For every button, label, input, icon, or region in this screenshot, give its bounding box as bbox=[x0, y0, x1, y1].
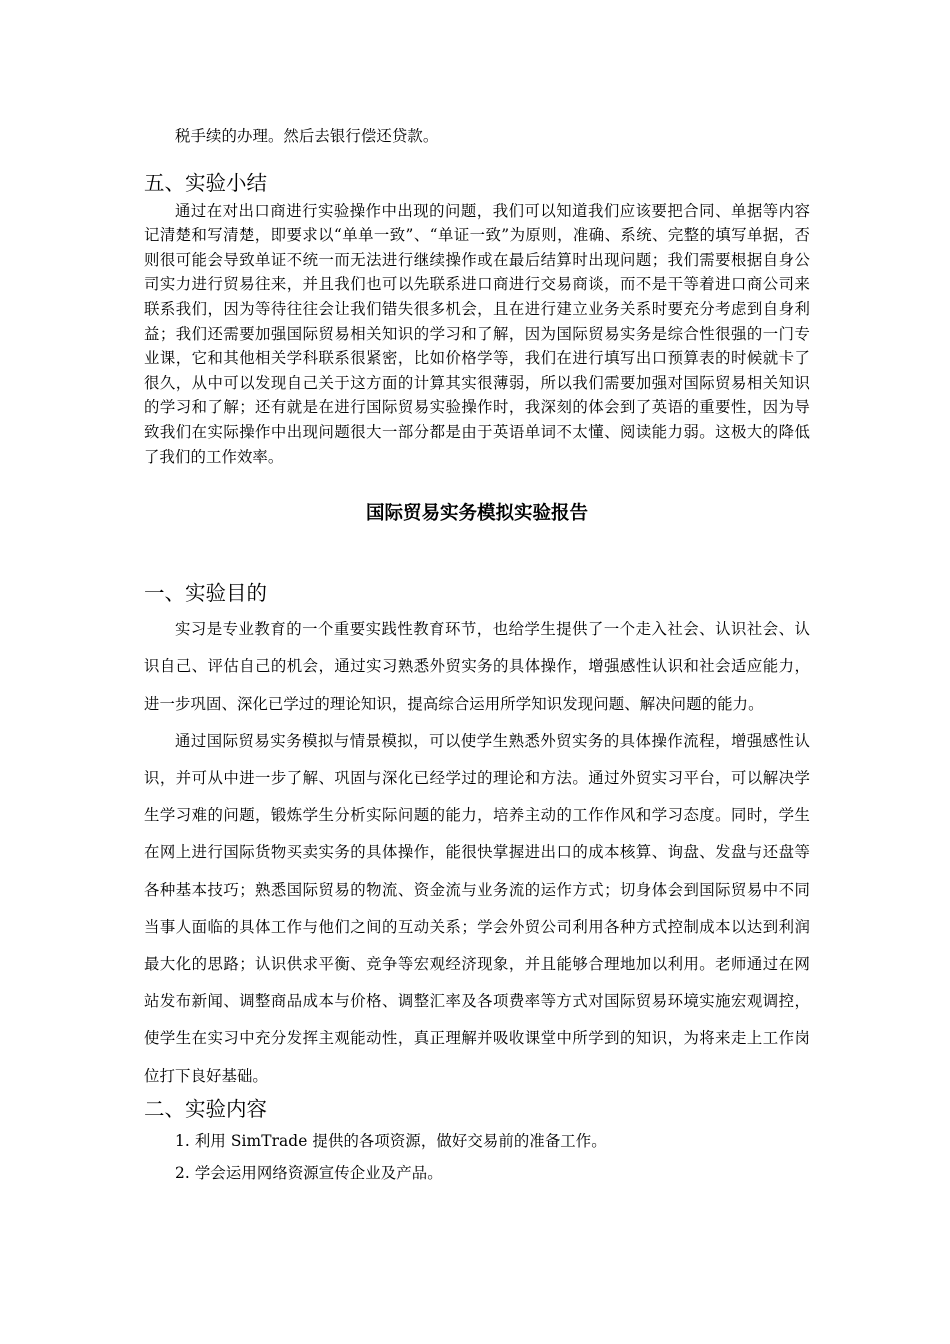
content-heading: 二、实验内容 bbox=[144, 1096, 267, 1121]
summary-heading: 五、实验小结 bbox=[144, 170, 267, 195]
purpose-paragraph-2: 通过国际贸易实务模拟与情景模拟，可以使学生熟悉外贸实务的具体操作流程，增强感性认识，并可从中进一步了解、巩固与深化已经学过的理论和方法。通过外贸实习平台，可以解决学生学习难的问题，锻炼学生分析实际问题的能力，培养主动的工作作风和学习态度。同时，学生在网上进行国际货物买卖实务的具体操作，能很快掌握进出口的成本核算、询盘、发盘与还盘等各种基本技巧；熟悉国际贸易的物流、资金流与业务流的运作方式；切身体会到国际贸易中不同当事人面临的具体工作与他们之间的互动关系；学会外贸公司利用各种方式控制成本以达到利润最大化的思路；认识供求平衡、竞争等宏观经济现象，并且能够合理地加以利用。老师通过在网站发布新闻、调整商品成本与价格、调整汇率及各项费率等方式对国际贸易环境实施宏观调控，使学生在实习中充分发挥主观能动性，真正理解并吸收课堂中所学到的知识，为将来走上工作岗位打下良好基础。 bbox=[144, 731, 810, 1085]
report-title-block bbox=[144, 501, 810, 527]
content-list-item-1: 1. 利用 SimTrade 提供的各项资源，做好交易前的准备工作。 bbox=[175, 1131, 607, 1150]
continued-paragraph-fragment: 税手续的办理。然后去银行偿还贷款。 bbox=[175, 127, 439, 145]
purpose-paragraph-1: 实习是专业教育的一个重要实践性教育环节，也给学生提供了一个走入社会、认识社会、认识自己、评估自己的机会，通过实习熟悉外贸实务的具体操作，增强感性认识和社会适应能力，进一步巩固、深化已学过的理论知识，提高综合运用所学知识发现问题、解决问题的能力。 bbox=[144, 620, 810, 713]
document-content bbox=[144, 124, 810, 1189]
content-list-item-2: 2. 学会运用网络资源宣传企业及产品。 bbox=[175, 1163, 443, 1182]
summary-paragraph: 通过在对出口商进行实验操作中出现的问题，我们可以知道我们应该要把合同、单据等内容记清楚和写清楚，即要求以“单单一致”、“单证一致”为原则，准确、系统、完整的填写单据，否则很可能会导致单证不统一而无法进行继续操作或在最后结算时出现问题；我们需要根据自身公司实力进行贸易往来，并且我们也可以先联系进口商进行交易商谈，而不是干等着进口商公司来联系我们，因为等待往往会让我们错失很多机会，且在进行建立业务关系时要充分考虑到自身利益；我们还需要加强国际贸易相关知识的学习和了解，因为国际贸易实务是综合性很强的一门专业课，它和其他相关学科联系很紧密，比如价格学等，我们在进行填写出口预算表的时候就卡了很久，从中可以发现自己关于这方面的计算其实很薄弱，所以我们需要加强对国际贸易相关知识的学习和了解；还有就是在进行国际贸易实验操作时，我深刻的体会到了英语的重要性，因为导致我们在实际操作中出现问题很大一部分都是由于英语单词不太懂、阅读能力弱。这极大的降低了我们的工作效率。 bbox=[144, 201, 810, 466]
purpose-heading: 一、实验目的 bbox=[144, 581, 267, 606]
report-title: 国际贸易实务模拟实验报告 bbox=[365, 503, 588, 525]
